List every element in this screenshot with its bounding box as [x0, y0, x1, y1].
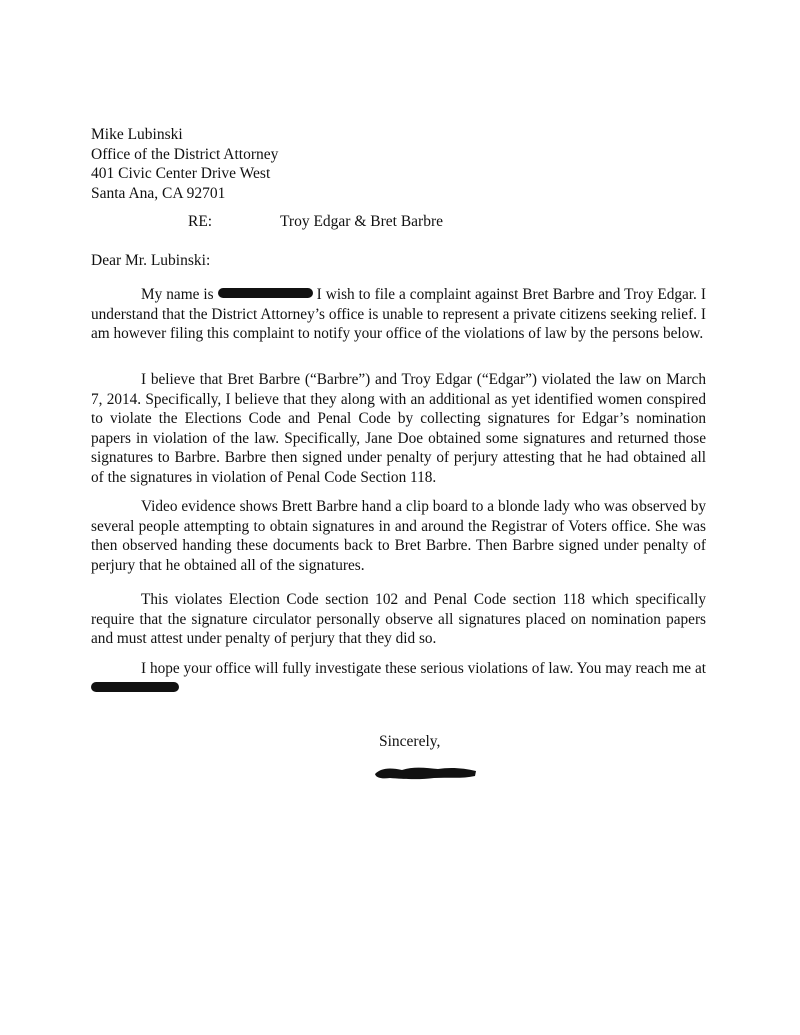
- paragraph-1: [91, 285, 706, 344]
- recipient-street: 401 Civic Center Drive West: [91, 165, 271, 182]
- paragraph-1-rest: I wish to file a complaint against Bret Barbre and Troy Edgar. I understand that the District Attorney’s office is unable to represent a private citizens seeking relief. I am however filing this complaint to notify your office of the violations of law by the persons below.: [91, 286, 706, 342]
- recipient-city: Santa Ana, CA 92701: [91, 184, 226, 202]
- re-label: RE:: [188, 213, 213, 230]
- redacted-contact-mark: [91, 682, 179, 692]
- recipient-address: [91, 125, 278, 203]
- redacted-signature-mark: [372, 763, 478, 781]
- paragraph-4: This violates Election Code section 102 and Penal Code section 118 which specifically require that the signature circulator personally observe all signatures placed on nomination papers and must attest under penalty of perjury that they did so.: [91, 591, 706, 647]
- salutation: Dear Mr. Lubinski:: [91, 252, 211, 269]
- re-subject: Troy Edgar & Bret Barbre: [280, 213, 444, 230]
- closing: Sincerely,: [379, 733, 441, 750]
- recipient-name: Mike Lubinski: [91, 126, 183, 143]
- paragraph-2: I believe that Bret Barbre (“Barbre”) and Troy Edgar (“Edgar”) violated the law on March 7, 2014. Specifically, I believe that they along with an additional as yet identified women conspired to violate the Elections Code and Penal Code by collecting signatures for Edgar’s nomination papers in violation of the law. Specifically, Jane Doe obtained some signatures and returned those signatures to Barbre. Barbre then signed under penalty of perjury attesting that he had obtained all of the signatures in violation of Penal Code Section 118.: [91, 371, 706, 486]
- redacted-name-mark: [218, 288, 313, 298]
- paragraph-5: [91, 659, 706, 698]
- paragraph-5-text: I hope your office will fully investigate these serious violations of law. You may reach me at: [141, 660, 706, 677]
- recipient-office: Office of the District Attorney: [91, 145, 279, 163]
- paragraph-3: Video evidence shows Brett Barbre hand a clip board to a blonde lady who was observed by several people attempting to obtain signatures in and around the Registrar of Voters office. She was then observed handing these documents back to Bret Barbre. Then Barbre signed under penalty of perjury that he obtained all of the signatures.: [91, 498, 706, 574]
- paragraph-1-start: My name is: [141, 286, 218, 303]
